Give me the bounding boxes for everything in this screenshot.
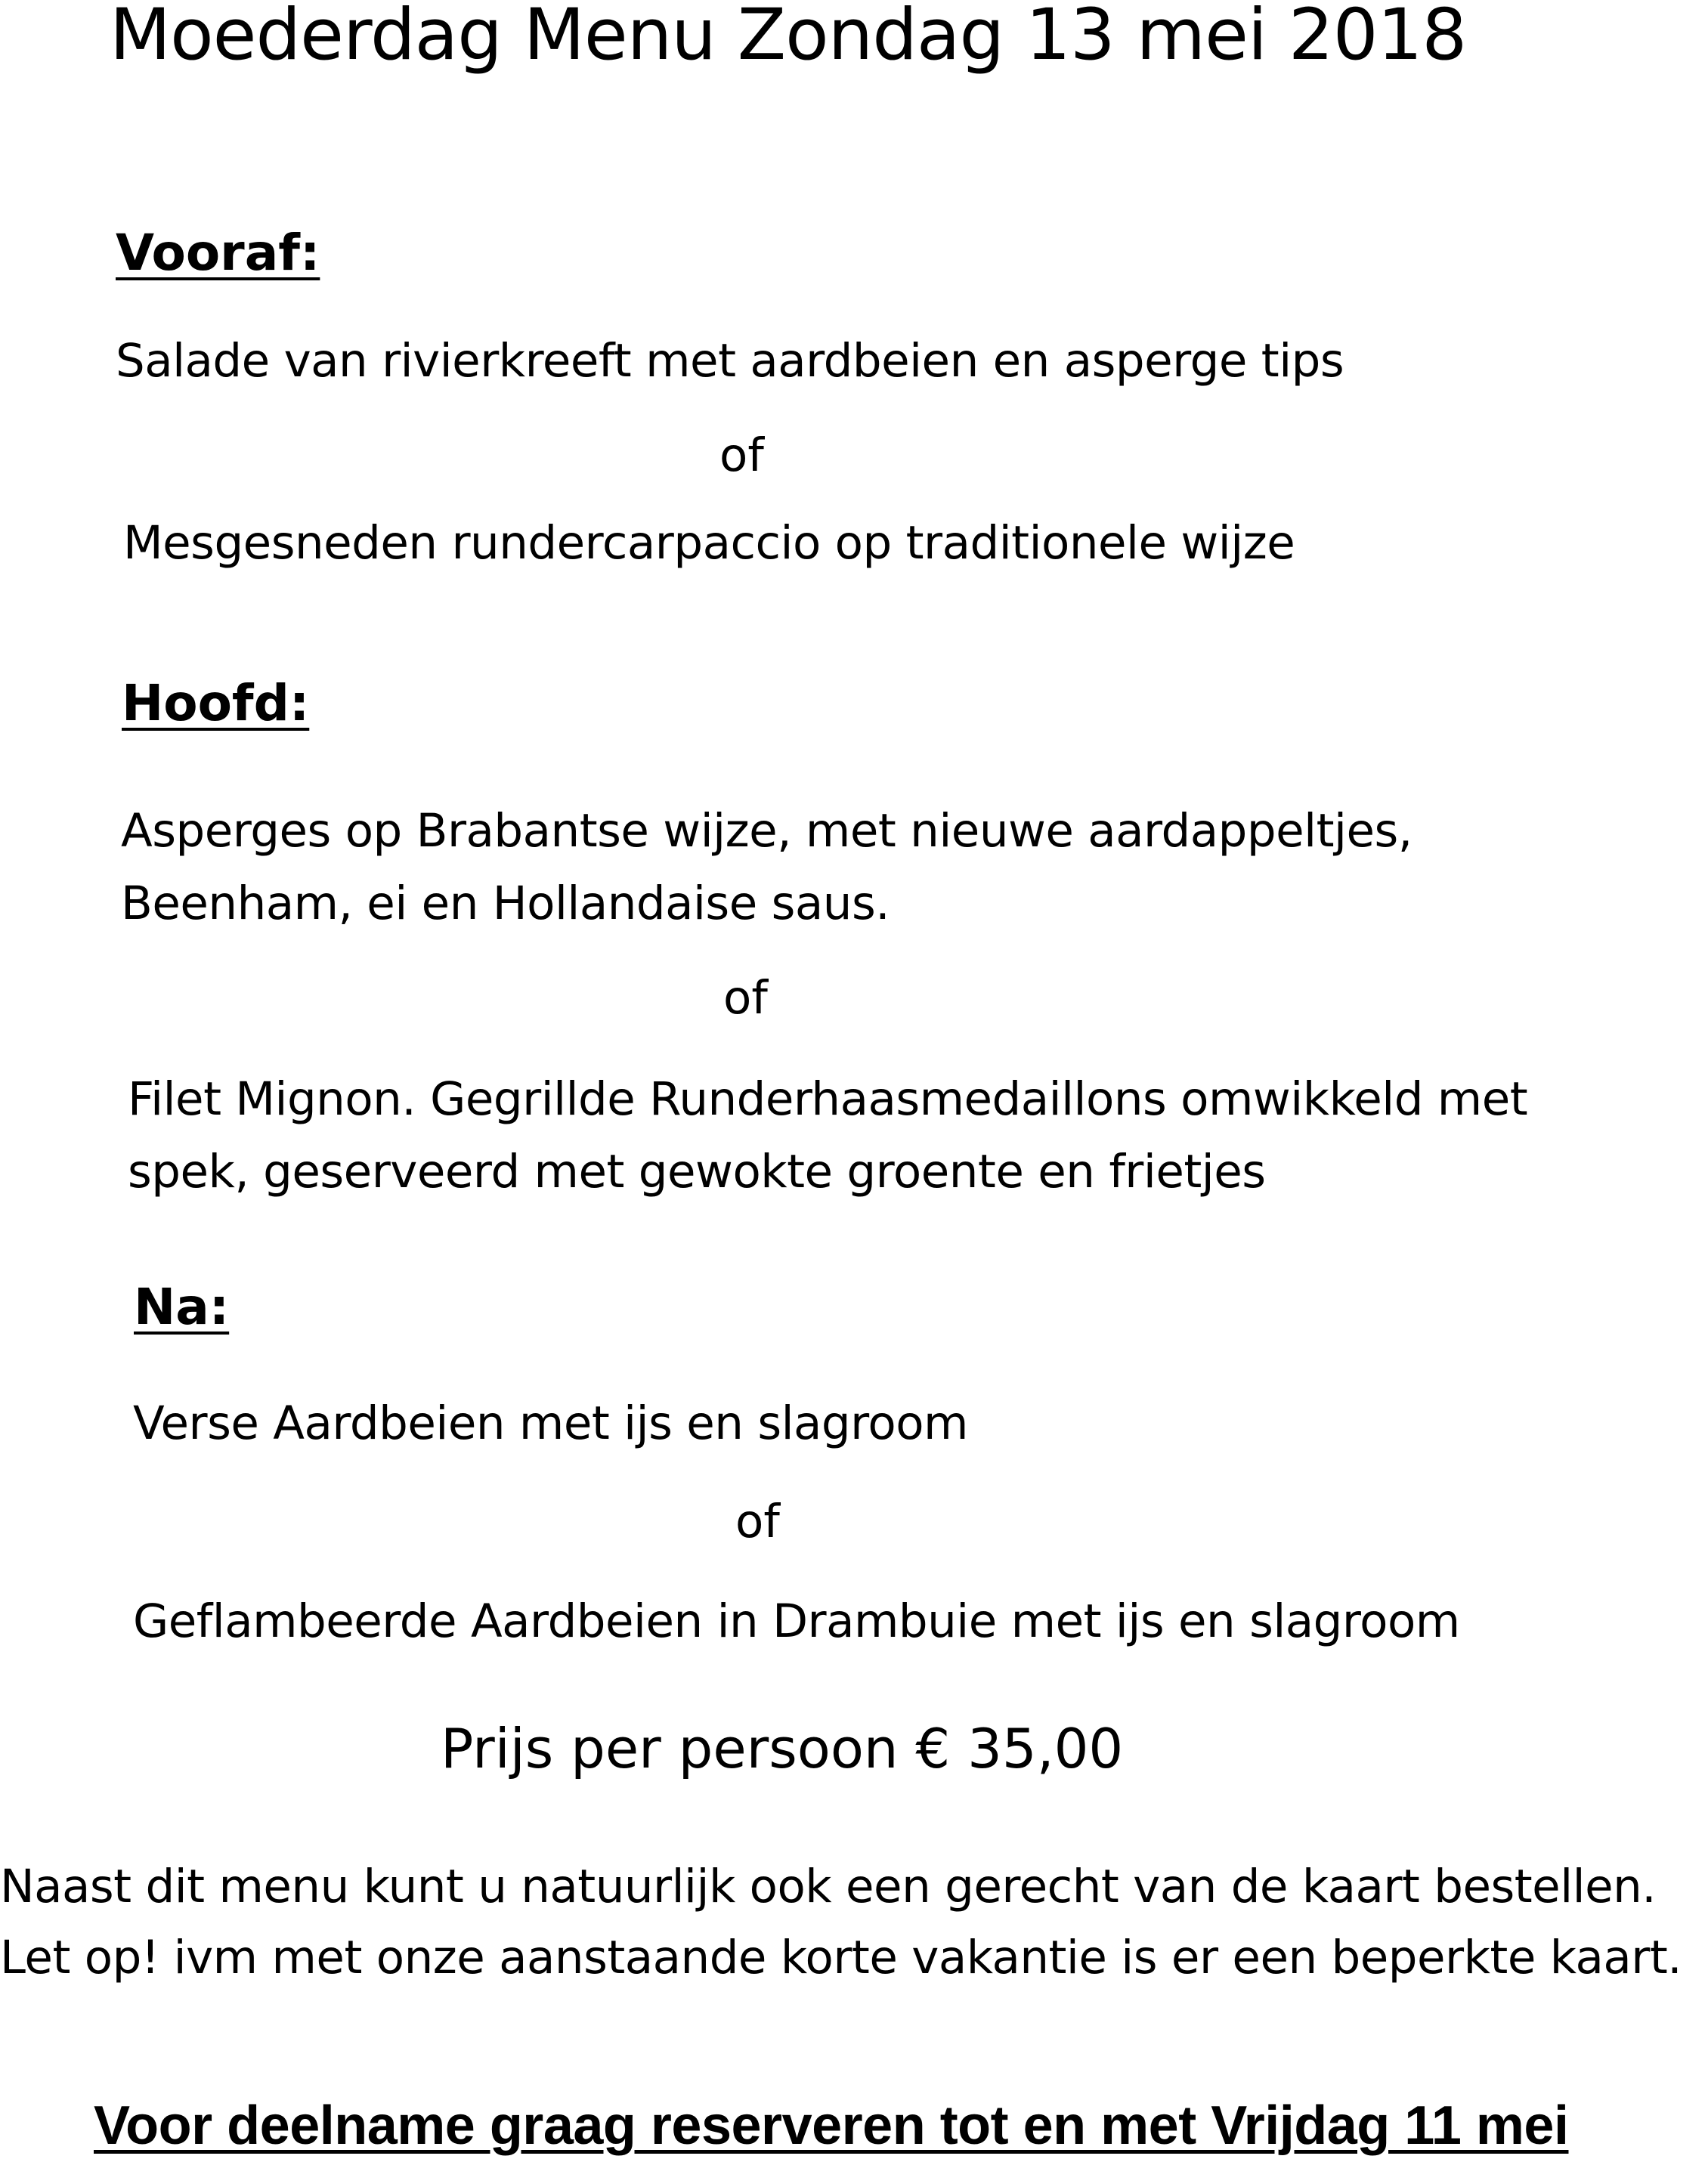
na-or: of <box>735 1495 780 1548</box>
vooraf-or: of <box>719 428 764 482</box>
hoofd-or: of <box>723 971 768 1025</box>
price-per-person: Prijs per persoon € 35,00 <box>441 1717 1124 1780</box>
na-option-2: Geflambeerde Aardbeien in Drambuie met ijs en slagroom <box>133 1594 1460 1648</box>
na-option-1: Verse Aardbeien met ijs en slagroom <box>133 1396 968 1450</box>
hoofd-option-1-line-1: Asperges op Brabantse wijze, met nieuwe aardappeltjes, <box>121 804 1413 858</box>
section-heading-na: Na: <box>134 1278 230 1336</box>
vooraf-option-1: Salade van rivierkreeft met aardbeien en asperge tips <box>116 334 1344 388</box>
reservation-deadline: Voor deelname graag reserveren tot en met Vrijdag 11 mei <box>94 2096 1569 2156</box>
note-line-1: Naast dit menu kunt u natuurlijk ook een gerecht van de kaart bestellen. <box>0 1860 1657 1913</box>
hoofd-option-2-line-1: Filet Mignon. Gegrillde Runderhaasmedaillons omwikkeld met <box>128 1072 1528 1126</box>
hoofd-option-1-line-2: Beenham, ei en Hollandaise saus. <box>121 877 890 930</box>
section-heading-hoofd: Hoofd: <box>122 674 310 732</box>
page-title: Moederdag Menu Zondag 13 mei 2018 <box>110 0 1467 76</box>
section-heading-vooraf: Vooraf: <box>116 224 320 282</box>
vooraf-option-2: Mesgesneden rundercarpaccio op traditionele wijze <box>123 516 1295 570</box>
hoofd-option-2-line-2: spek, geserveerd met gewokte groente en frietjes <box>128 1145 1266 1199</box>
note-line-2: Let op! ivm met onze aanstaande korte vakantie is er een beperkte kaart. <box>0 1931 1682 1984</box>
